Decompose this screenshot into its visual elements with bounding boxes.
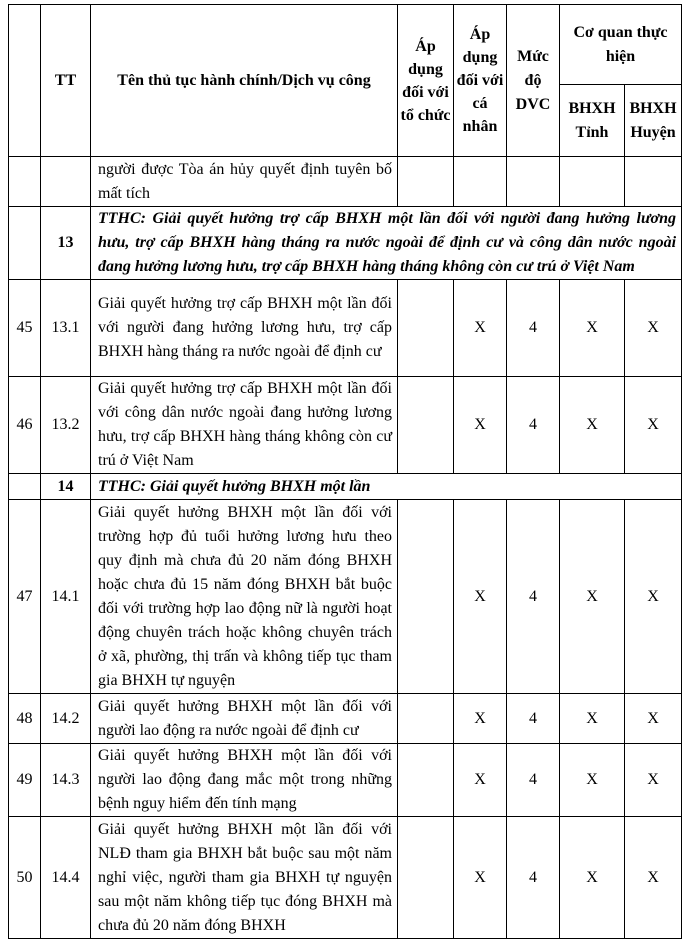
- row-district: X: [625, 817, 682, 939]
- row-district: X: [625, 694, 682, 744]
- row-no: 45: [9, 280, 41, 377]
- row-level: 4: [507, 280, 560, 377]
- procedures-table: [8, 4, 682, 939]
- row-level: 4: [507, 744, 560, 817]
- row-person: X: [454, 280, 507, 377]
- continuation-row: [9, 157, 682, 207]
- row-tt: 14.3: [41, 744, 91, 817]
- header-org: Áp dụng đối với tổ chức: [398, 5, 454, 157]
- group-title: TTHC: Giải quyết hưởng trợ cấp BHXH một lần đối với người đang hưởng lương hưu, trợ cấp BHXH hàng tháng ra nước ngoài để định cư và công dân nước ngoài đang hưởng lương hưu, trợ cấp BHXH hàng tháng không còn cư trú ở Việt Nam: [91, 207, 682, 280]
- header-district: BHXH Huyện: [625, 85, 682, 157]
- row-name: Giải quyết hưởng BHXH một lần đối với NLĐ tham gia BHXH bắt buộc sau một năm nghỉ việc, người tham gia BHXH tự nguyện sau một năm không tiếp tục đóng BHXH mà chưa đủ 20 năm đóng BHXH: [91, 817, 398, 939]
- row-name: Giải quyết hưởng trợ cấp BHXH một lần đối với công dân nước ngoài đang hưởng lương hưu, trợ cấp BHXH hàng tháng không còn cư trú ở Việt Nam: [91, 377, 398, 474]
- table-row: [9, 817, 682, 939]
- continuation-text: người được Tòa án hủy quyết định tuyên bố mất tích: [91, 157, 398, 207]
- header-agency: Cơ quan thực hiện: [560, 5, 682, 85]
- header-no: [9, 5, 41, 157]
- row-person: X: [454, 377, 507, 474]
- group-row: [9, 207, 682, 280]
- row-no: 49: [9, 744, 41, 817]
- group-tt: 14: [41, 474, 91, 500]
- header-tt: TT: [41, 5, 91, 157]
- row-province: X: [560, 744, 625, 817]
- row-province: X: [560, 817, 625, 939]
- row-province: X: [560, 500, 625, 694]
- table-row: [9, 280, 682, 377]
- row-person: X: [454, 500, 507, 694]
- header-name: Tên thủ tục hành chính/Dịch vụ công: [91, 5, 398, 157]
- row-org: [398, 744, 454, 817]
- row-district: X: [625, 500, 682, 694]
- row-no: 50: [9, 817, 41, 939]
- row-person: X: [454, 817, 507, 939]
- table-row: [9, 500, 682, 694]
- group-row: [9, 474, 682, 500]
- table-row: [9, 694, 682, 744]
- row-province: X: [560, 694, 625, 744]
- row-level: 4: [507, 500, 560, 694]
- row-tt: 13.1: [41, 280, 91, 377]
- row-person: X: [454, 744, 507, 817]
- row-tt: 14.2: [41, 694, 91, 744]
- row-district: X: [625, 744, 682, 817]
- header-level: Mức độ DVC: [507, 5, 560, 157]
- row-org: [398, 280, 454, 377]
- row-district: X: [625, 377, 682, 474]
- group-title: TTHC: Giải quyết hưởng BHXH một lần: [91, 474, 682, 500]
- row-tt: 14.1: [41, 500, 91, 694]
- row-name: Giải quyết hưởng BHXH một lần đối với người lao động đang mắc một trong những bệnh nguy hiểm đến tính mạng: [91, 744, 398, 817]
- row-name: Giải quyết hưởng BHXH một lần đối với người lao động ra nước ngoài để định cư: [91, 694, 398, 744]
- row-no: 46: [9, 377, 41, 474]
- row-tt: 13.2: [41, 377, 91, 474]
- group-tt: 13: [41, 207, 91, 280]
- row-district: X: [625, 280, 682, 377]
- row-tt: 14.4: [41, 817, 91, 939]
- row-province: X: [560, 280, 625, 377]
- row-level: 4: [507, 694, 560, 744]
- header-row: [9, 5, 682, 85]
- row-org: [398, 694, 454, 744]
- table-row: [9, 377, 682, 474]
- row-level: 4: [507, 817, 560, 939]
- row-level: 4: [507, 377, 560, 474]
- row-name: Giải quyết hưởng trợ cấp BHXH một lần đối với người đang hưởng lương hưu, trợ cấp BHXH hàng tháng ra nước ngoài để định cư: [91, 280, 398, 377]
- row-no: 48: [9, 694, 41, 744]
- row-org: [398, 500, 454, 694]
- row-person: X: [454, 694, 507, 744]
- row-province: X: [560, 377, 625, 474]
- row-org: [398, 817, 454, 939]
- header-person: Áp dụng đối với cá nhân: [454, 5, 507, 157]
- row-org: [398, 377, 454, 474]
- row-no: 47: [9, 500, 41, 694]
- header-province: BHXH Tỉnh: [560, 85, 625, 157]
- row-name: Giải quyết hưởng BHXH một lần đối với trường hợp đủ tuổi hưởng lương hưu theo quy định mà chưa đủ 20 năm đóng BHXH hoặc chưa đủ 15 năm đóng BHXH bắt buộc đối với trường hợp lao động nữ là người hoạt động chuyên trách hoặc không chuyên trách ở xã, phường, thị trấn và không tiếp tục tham gia BHXH tự nguyện: [91, 500, 398, 694]
- table-row: [9, 744, 682, 817]
